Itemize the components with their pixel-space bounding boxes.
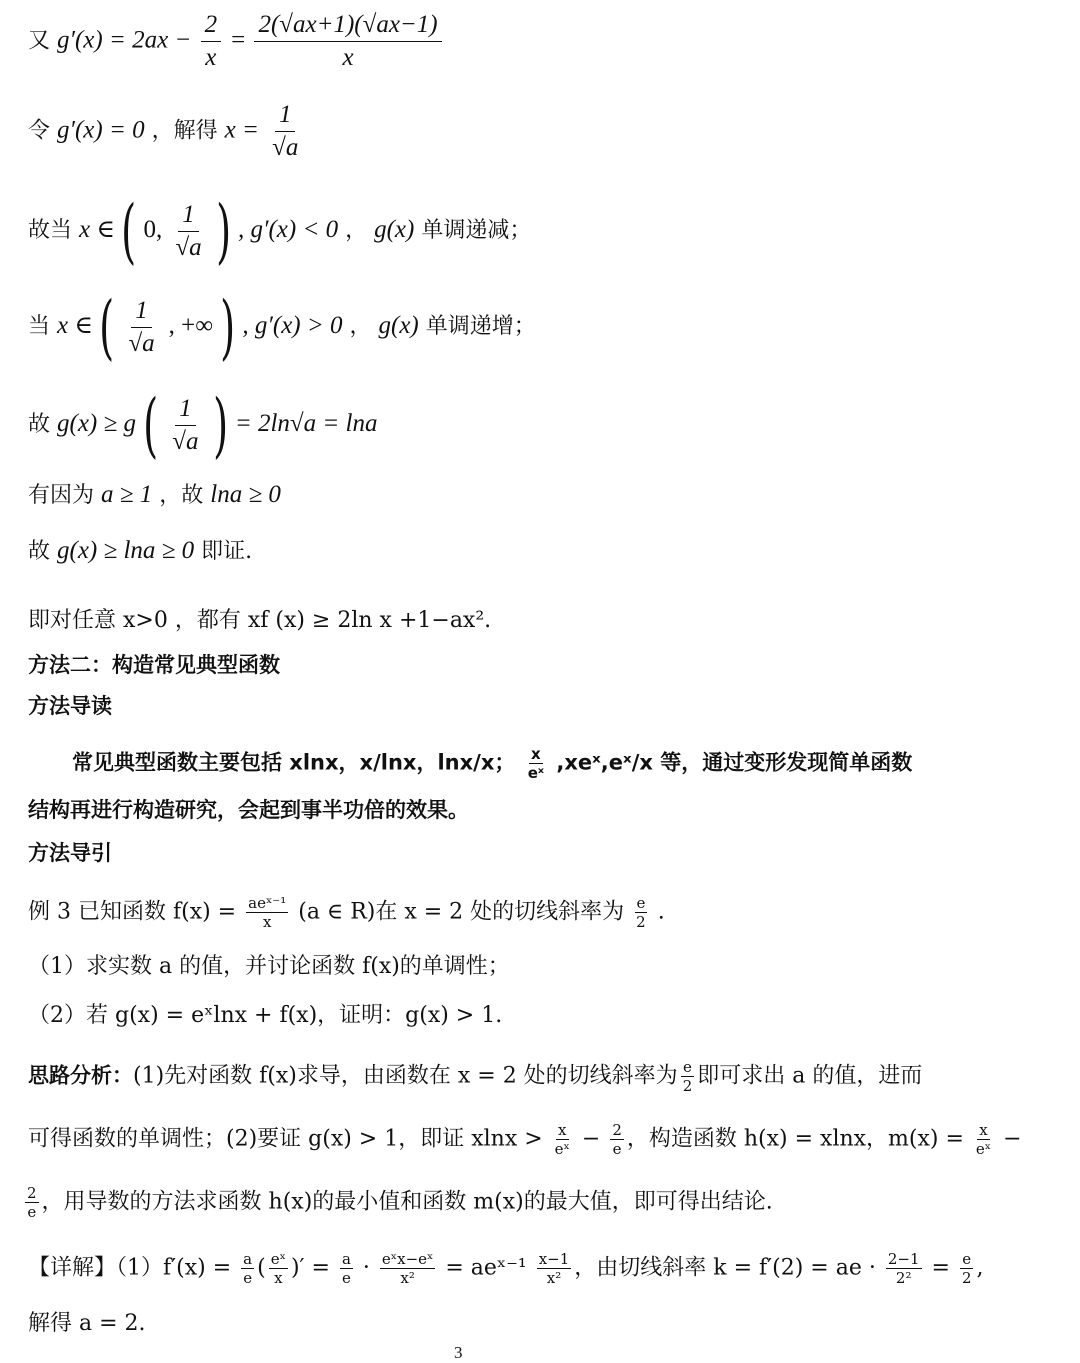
math-expression: g(x) ≥ g [57,410,136,437]
denominator: eˣ [554,1140,570,1158]
line-prefix: 故 [28,539,51,564]
question-1: （1）求实数 a 的值，并讨论函数 f(x)的单调性； [28,954,510,979]
detail-text: ( [257,1255,266,1281]
math-expression: g′(x) = 2ax − [57,26,198,54]
analysis-text: ，用导数的方法求函数 h(x)的最小值和函数 m(x)的最大值，即可得出结论. [41,1189,773,1215]
left-paren: ( [143,384,159,466]
fraction [553,1121,572,1158]
denominator: √a [175,233,202,261]
critical-point-line [28,100,305,163]
math-expression: , g′(x) < 0 [237,216,339,243]
fraction [124,296,158,359]
numerator: x [531,745,541,763]
separator: ， [345,218,368,243]
denominator: e [27,1203,37,1221]
numerator: 1 [175,394,196,426]
numerator: 2 [612,1121,622,1139]
line-prefix: 令 [28,118,51,144]
numerator: eˣ [270,1250,286,1268]
right-paren: ) [212,384,228,466]
fraction [269,1250,288,1287]
numerator: a [341,1250,351,1268]
page-number: 3 [454,1343,463,1362]
solve-line: 解得 a = 2. [28,1311,146,1336]
detail-text: · [355,1255,377,1281]
math-expression: a ≥ 1 [101,481,153,508]
math-expression: = 2ln√a = lna [234,410,378,437]
denominator: 2 [961,1269,972,1287]
denominator: e [612,1140,622,1158]
numerator: eˣx−eˣ [381,1250,434,1268]
math-expression: , g′(x) > 0 [242,312,343,339]
detail-line [28,1250,983,1287]
numerator: e [962,1250,972,1268]
numerator: x−1 [538,1250,570,1268]
guide-paragraph-line-1 [72,745,912,782]
summary-line [28,608,491,634]
guide-text: ,xeˣ,eˣ/x 等，通过变形发现简单函数 [556,750,913,775]
math-expression: x ∈ [57,312,100,339]
line-prefix: 有因为 [28,483,95,508]
fraction [25,1184,39,1221]
decreasing-line [28,190,532,272]
fraction [340,1250,353,1287]
math-expression: g(x) [374,216,415,243]
math-expression: g(x) ≥ lna ≥ 0 [57,537,195,564]
denominator: e [243,1269,253,1287]
math-expression: lna ≥ 0 [210,481,281,508]
line-prefix: 又 [28,28,51,54]
fraction [526,745,546,782]
denominator: x [262,913,272,931]
analysis-text: − [996,1126,1022,1152]
analysis-label: 思路分析： [28,1063,133,1088]
increasing-line [28,286,536,368]
guide-heading: 方法导读 [28,694,112,718]
line-text: ，解得 [151,118,218,144]
math-expression: x ∈ [79,216,122,243]
condition-line [28,480,281,510]
fraction [254,10,441,73]
fraction [201,10,222,73]
detail-text: （1）f′(x) = [116,1255,239,1281]
interval-end: , +∞ [168,312,214,339]
numerator: e [683,1058,692,1076]
numerator: 1 [131,296,152,328]
line-prefix: 当 [28,314,51,339]
example-statement [28,894,665,931]
numerator: 2(√ax+1)(√ax−1) [254,10,441,42]
math-expression: x = [224,116,266,144]
example-text: (a ∈ R)在 x = 2 处的切线斜率为 [298,899,625,925]
numerator: 2 [27,1184,37,1202]
minimum-line [28,384,378,466]
fraction [537,1250,572,1287]
denominator: e [341,1269,351,1287]
detail-text: ，由切线斜率 k = f′(2) = ae · [574,1255,883,1281]
section-heading: 方法二：构造常见典型函数 [28,653,280,677]
denominator: 2 [636,913,646,931]
right-paren: ) [215,190,231,272]
left-paren: ( [99,286,115,368]
denominator: x² [546,1269,562,1287]
numerator: aeˣ⁻¹ [248,894,287,912]
line-prefix: 故 [28,412,51,437]
fraction [886,1250,922,1287]
analysis-text: (1)先对函数 f(x)求导，由函数在 x = 2 处的切线斜率为 [133,1063,678,1089]
analysis-text: ，构造函数 h(x) = xlnx，m(x) = [626,1126,971,1152]
line-text: 单调递增； [425,314,536,339]
detail-text: = [924,1255,957,1281]
separator: ， [349,314,372,339]
denominator: x [205,44,217,71]
denominator: √a [272,134,299,161]
detail-label: 【详解】 [28,1255,117,1281]
numerator: e [636,894,646,912]
fraction [960,1250,974,1287]
math-expression: g(x) [378,312,419,339]
numerator: x [558,1121,567,1139]
fraction [171,200,205,263]
line-prefix: 故当 [28,218,73,243]
fraction [681,1058,695,1095]
denominator: eˣ [527,764,545,782]
fraction [246,894,288,931]
derivative-line [28,10,445,73]
analysis-line-1 [28,1058,922,1095]
fraction [380,1250,436,1287]
numerator: 1 [178,200,199,232]
fraction [241,1250,254,1287]
analysis-text: 可得函数的单调性；(2)要证 g(x) > 1，即证 xlnx > [28,1126,550,1152]
guide-text: 常见典型函数主要包括 xlnx，x/lnx，lnx/x； [72,750,516,775]
minus-sign: − [574,1126,608,1152]
analysis-line-3 [22,1184,773,1221]
fraction [610,1121,624,1158]
detail-text: , [976,1255,984,1281]
denominator: x [274,1269,283,1287]
example-text: . [657,899,665,925]
denominator: eˣ [975,1140,992,1158]
question-2: （2）若 g(x) = eˣlnx + f(x)，证明：g(x) > 1. [28,1003,503,1028]
numerator: a [243,1250,253,1268]
fraction [168,394,202,457]
numerator: x [979,1121,988,1139]
denominator: √a [128,329,155,357]
numerator: 2 [201,10,222,42]
denominator: 2 [682,1077,693,1095]
denominator: 2² [895,1269,912,1287]
math-expression: g′(x) = 0 [57,116,145,144]
denominator: x [342,44,354,71]
fraction [268,100,302,163]
example-text: 例 3 已知函数 f(x) = [28,899,244,925]
denominator: √a [172,427,199,455]
guide-paragraph-line-2: 结构再进行构造研究，会起到事半功倍的效果。 [28,798,469,822]
fraction [634,894,648,931]
detail-text: )′ = [290,1255,337,1281]
analysis-text: 即可求出 a 的值，进而 [697,1063,923,1089]
conclusion-line [28,536,252,566]
numerator: 2−1 [887,1250,920,1268]
fraction [974,1121,993,1158]
line-text: 即证. [201,539,253,564]
interval-start: 0, [143,216,169,243]
line-text: 即对任意 x>0 ，都有 xf (x) ≥ 2ln x +1−ax². [28,608,492,633]
line-text: ，故 [159,483,204,508]
equals: = [231,26,252,54]
detail-text: = aeˣ⁻¹ [438,1255,534,1281]
numerator: 1 [275,100,296,132]
left-paren: ( [121,190,137,272]
denominator: x² [400,1269,415,1287]
right-paren: ) [220,286,236,368]
line-text: 单调递减； [421,218,532,243]
analysis-line-2 [28,1121,1022,1158]
lead-heading: 方法导引 [28,841,112,865]
